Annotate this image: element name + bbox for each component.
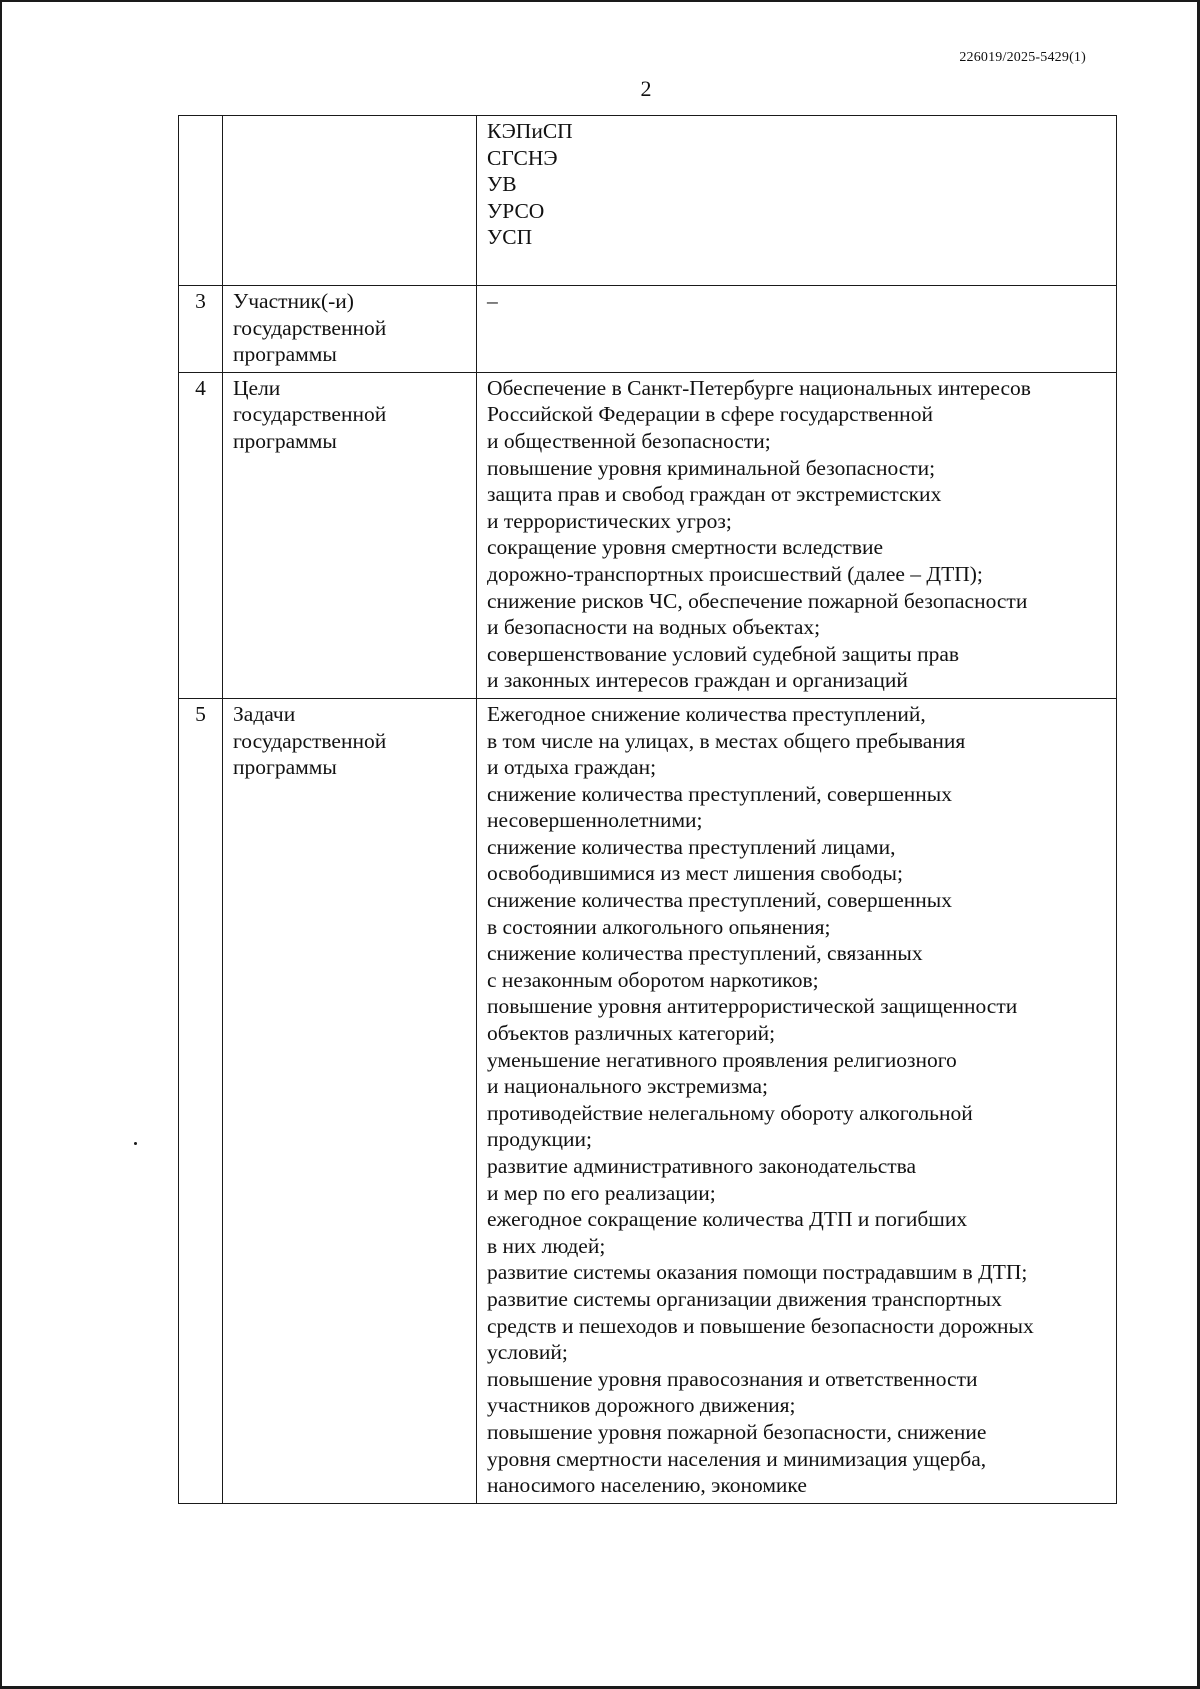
scan-dot: [134, 1142, 137, 1145]
content-line: снижение количества преступлений, связанных: [487, 941, 923, 966]
label-line: Задачи: [233, 701, 296, 726]
content-line: условий;: [487, 1340, 568, 1365]
content-line: Ежегодное снижение количества преступлений,: [487, 701, 926, 726]
table-row: [179, 372, 1117, 698]
content-line: уровня смертности населения и минимизация ущерба,: [487, 1446, 987, 1471]
content-line: в состоянии алкогольного опьянения;: [487, 914, 831, 939]
content-line: ежегодное сокращение количества ДТП и погибших: [487, 1207, 968, 1232]
content-line: объектов различных категорий;: [487, 1021, 776, 1046]
content-line: снижение количества преступлений, совершенных: [487, 888, 952, 913]
content-line: противодействие нелегальному обороту алкогольной: [487, 1100, 973, 1125]
content-line: дорожно-транспортных происшествий (далее – ДТП);: [487, 561, 983, 586]
content-line: с незаконным оборотом наркотиков;: [487, 967, 819, 992]
label-line: государственной: [233, 728, 387, 753]
row-content-cell: [477, 698, 1117, 1503]
label-line: государственной: [233, 315, 387, 340]
label-line: программы: [233, 755, 337, 780]
row-content-cell: [477, 116, 1117, 286]
row-number-cell: 4: [179, 372, 223, 698]
content-line: и национального экстремизма;: [487, 1074, 769, 1099]
content-line: и террористических угроз;: [487, 508, 732, 533]
content-line: повышение уровня криминальной безопасности;: [487, 455, 936, 480]
content-line: развитие системы организации движения транспортных: [487, 1286, 1002, 1311]
row-content-cell: [477, 286, 1117, 373]
content-line: участников дорожного движения;: [487, 1393, 796, 1418]
content-line: КЭПиСП: [487, 119, 573, 143]
content-line: сокращение уровня смертности вследствие: [487, 535, 884, 560]
content-line: УСП: [487, 225, 533, 250]
document-registration-number: 226019/2025-5429(1): [959, 50, 1086, 65]
content-line: продукции;: [487, 1127, 593, 1152]
content-line: несовершеннолетними;: [487, 808, 703, 833]
content-line: наносимого населению, экономике: [487, 1473, 807, 1498]
label-line: Участник(-и): [233, 289, 354, 313]
label-line: программы: [233, 428, 337, 453]
row-content-cell: [477, 372, 1117, 698]
content-line: средств и пешеходов и повышение безопасности дорожных: [487, 1313, 1034, 1338]
content-line: совершенствование условий судебной защиты прав: [487, 641, 960, 666]
content-line: снижение количества преступлений, совершенных: [487, 781, 952, 806]
row-label-cell: [223, 116, 477, 286]
content-line: уменьшение негативного проявления религиозного: [487, 1047, 957, 1072]
content-line: СГСНЭ: [487, 145, 558, 170]
content-line: повышение уровня пожарной безопасности, снижение: [487, 1419, 987, 1444]
row-number-cell: [179, 116, 223, 286]
label-line: Цели: [233, 375, 281, 400]
content-line: повышение уровня антитеррористической защищенности: [487, 994, 1018, 1019]
content-line: Российской Федерации в сфере государственной: [487, 402, 933, 427]
table-row: [179, 116, 1117, 286]
content-line: и общественной безопасности;: [487, 428, 771, 453]
row-number-cell: 3: [179, 286, 223, 373]
content-line: и мер по его реализации;: [487, 1180, 716, 1205]
content-line: УРСО: [487, 198, 545, 223]
label-line: программы: [233, 342, 337, 367]
content-line: и безопасности на водных объектах;: [487, 615, 821, 640]
content-line: развитие системы оказания помощи пострадавшим в ДТП;: [487, 1260, 1028, 1285]
content-line: в них людей;: [487, 1233, 606, 1258]
label-line: государственной: [233, 402, 387, 427]
content-line: –: [487, 289, 498, 313]
content-line: УВ: [487, 172, 517, 197]
row-number-cell: 5: [179, 698, 223, 1503]
row-label-cell: [223, 372, 477, 698]
row-label-cell: [223, 698, 477, 1503]
table-row: [179, 286, 1117, 373]
content-line: снижение количества преступлений лицами,: [487, 834, 896, 859]
content-line: развитие административного законодательства: [487, 1154, 917, 1178]
content-line: освободившимися из мест лишения свободы;: [487, 861, 903, 886]
table-row: [179, 698, 1117, 1503]
page-number: 2: [640, 76, 652, 101]
content-line: и отдыха граждан;: [487, 755, 657, 780]
content-line: и законных интересов граждан и организаций: [487, 668, 908, 693]
scan-edge-top: [0, 0, 1200, 2]
content-line: Обеспечение в Санкт-Петербурге национальных интересов: [487, 375, 1031, 400]
content-line: повышение уровня правосознания и ответственности: [487, 1366, 978, 1391]
content-line: защита прав и свобод граждан от экстремистских: [487, 482, 942, 507]
program-passport-table: [178, 115, 1117, 1504]
content-line: в том числе на улицах, в местах общего пребывания: [487, 728, 966, 753]
row-label-cell: [223, 286, 477, 373]
content-line: снижение рисков ЧС, обеспечение пожарной безопасности: [487, 588, 1028, 613]
scan-edge-left: [0, 0, 2, 1689]
